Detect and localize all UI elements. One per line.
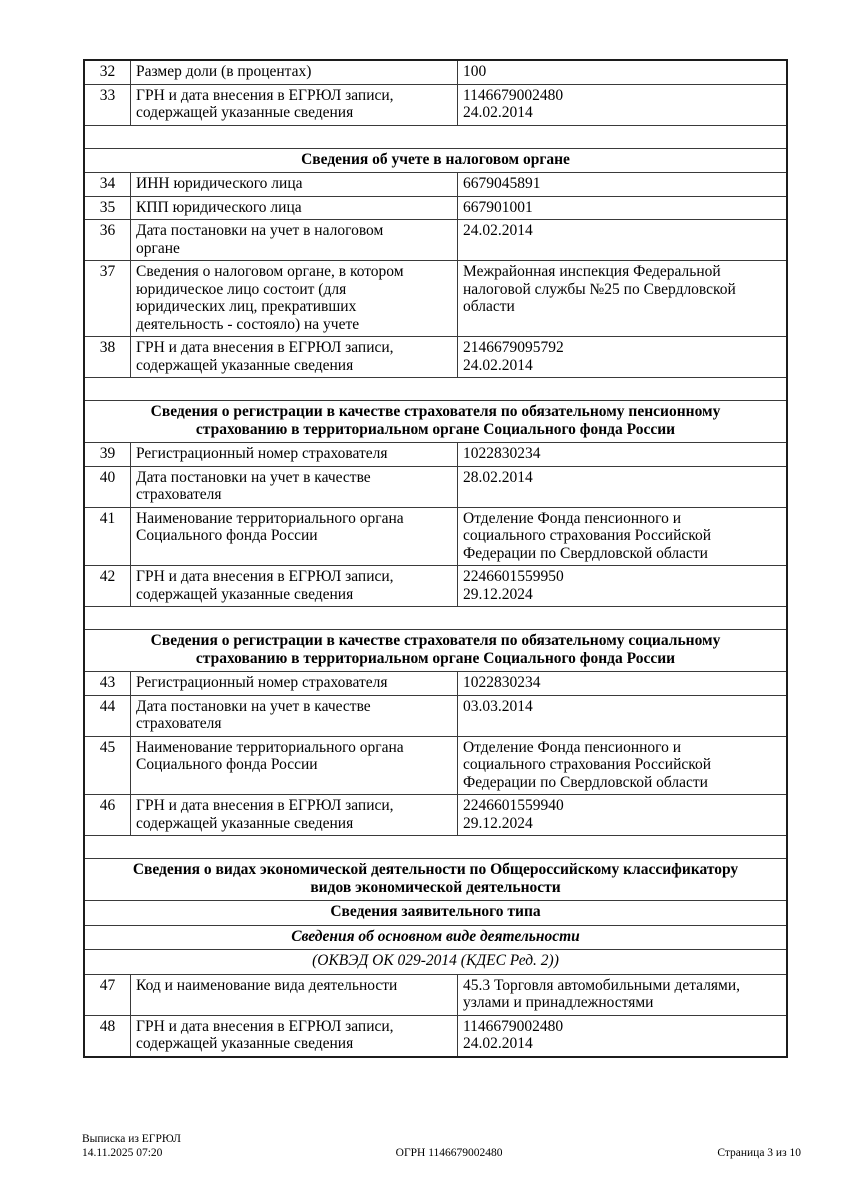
row-label-line: ГРН и дата внесения в ЕГРЮЛ записи, — [136, 1017, 394, 1035]
row-label-line: содержащей указанные сведения — [136, 356, 354, 374]
row-value-line: 1146679002480 — [463, 1017, 564, 1035]
row-number: 42 — [85, 566, 131, 606]
row-value-line: социального страхования Российской — [463, 527, 712, 544]
table-row — [85, 336, 786, 377]
table-row — [85, 442, 786, 466]
row-number: 47 — [85, 975, 131, 1015]
row-label-line: Дата постановки на учет в качестве — [136, 697, 371, 715]
row-number: 48 — [85, 1016, 131, 1056]
row-number: 41 — [85, 508, 131, 566]
row-label-line: юридическое лицо состоит (для — [136, 280, 347, 298]
row-value-line: 24.02.2014 — [463, 356, 533, 374]
row-label-line: страхователя — [136, 486, 222, 503]
row-label-line: Дата постановки на учет в налоговом — [136, 222, 384, 239]
row-label-line: Наименование территориального органа — [136, 509, 404, 527]
row-label-line: ГРН и дата внесения в ЕГРЮЛ записи, — [136, 568, 394, 585]
row-value-line: 45.3 Торговля автомобильными деталями, — [463, 976, 741, 994]
footer-doc-info — [82, 1133, 181, 1160]
row-value-line: 100 — [463, 63, 487, 80]
row-label — [131, 173, 458, 196]
page-footer — [82, 1133, 801, 1160]
row-label-line: Код и наименование вида деятельности — [136, 976, 398, 994]
row-label-line: юридических лиц, прекративших — [136, 298, 357, 315]
egrul-table — [83, 59, 788, 1058]
row-label — [131, 566, 458, 606]
row-label-line: КПП юридического лица — [136, 198, 302, 216]
footer-generated-datetime: 14.11.2025 07:20 — [82, 1146, 163, 1159]
table-row — [85, 219, 786, 260]
row-label — [131, 85, 458, 125]
spacer-row — [85, 606, 786, 629]
row-label-line: содержащей указанные сведения — [136, 1035, 354, 1052]
row-value-line: 1146679002480 — [463, 86, 564, 104]
row-value-line: 24.02.2014 — [463, 1035, 533, 1052]
row-label — [131, 1016, 458, 1056]
section-header-line: (ОКВЭД ОК 029-2014 (КДЕС Ред. 2)) — [312, 952, 559, 969]
section-header — [85, 148, 786, 173]
row-value-line: налоговой службы №25 по Свердловской — [463, 280, 736, 298]
section-header — [85, 925, 786, 950]
row-value — [458, 337, 786, 377]
section-header-line: Сведения об основном виде деятельности — [291, 927, 580, 945]
row-value-line: 2246601559950 — [463, 568, 564, 585]
row-label-line: ГРН и дата внесения в ЕГРЮЛ записи, — [136, 339, 394, 356]
section-header-line: Сведения о регистрации в качестве страхователя по обязательному социальному — [150, 632, 721, 649]
table-row — [85, 260, 786, 336]
table-row — [85, 507, 786, 566]
row-label — [131, 467, 458, 507]
spacer-row — [85, 125, 786, 148]
section-header-line: Сведения об учете в налоговом органе — [301, 150, 570, 168]
section-header-line: страхованию в территориальном органе Социального фонда России — [195, 649, 676, 667]
row-label — [131, 443, 458, 466]
row-label-line: содержащей указанные сведения — [136, 814, 354, 832]
row-label-line: ГРН и дата внесения в ЕГРЮЛ записи, — [136, 797, 394, 814]
row-value — [458, 261, 786, 336]
row-value-line: 2246601559940 — [463, 797, 564, 814]
row-value-line: 29.12.2024 — [463, 814, 533, 832]
row-number: 32 — [85, 61, 131, 84]
row-label — [131, 197, 458, 220]
row-number: 33 — [85, 85, 131, 125]
row-value-line: узлами и принадлежностями — [463, 994, 654, 1011]
footer-ogrn: ОГРН 1146679002480 — [395, 1146, 503, 1159]
row-label-line: содержащей указанные сведения — [136, 585, 354, 603]
row-value-line: 28.02.2014 — [463, 468, 533, 486]
row-value — [458, 566, 786, 606]
section-header — [85, 949, 786, 974]
row-value — [458, 220, 786, 260]
row-label-line: содержащей указанные сведения — [136, 104, 354, 121]
row-value — [458, 467, 786, 507]
row-label-line: Регистрационный номер страхователя — [136, 445, 388, 462]
row-value-line: Отделение Фонда пенсионного и — [463, 738, 682, 756]
section-header — [85, 629, 786, 671]
row-label — [131, 696, 458, 736]
table-row — [85, 84, 786, 125]
section-header-line: Сведения о регистрации в качестве страхователя по обязательному пенсионному — [150, 403, 721, 420]
row-label-line: Размер доли (в процентах) — [136, 63, 312, 80]
row-number: 37 — [85, 261, 131, 336]
row-label — [131, 220, 458, 260]
row-value-line: 29.12.2024 — [463, 585, 533, 603]
row-value-line: Отделение Фонда пенсионного и — [463, 509, 682, 527]
row-number: 38 — [85, 337, 131, 377]
row-label — [131, 795, 458, 835]
section-header-line: Сведения о видах экономической деятельности по Общероссийскому классификатору — [132, 861, 739, 878]
row-value-line: Федерации по Свердловской области — [463, 544, 708, 562]
row-value — [458, 696, 786, 736]
row-number: 40 — [85, 467, 131, 507]
row-value — [458, 795, 786, 835]
table-row — [85, 1015, 786, 1056]
row-value — [458, 975, 786, 1015]
row-label-line: Социального фонда России — [136, 756, 318, 773]
row-value-line: 1022830234 — [463, 445, 541, 462]
row-label-line: Социального фонда России — [136, 527, 318, 544]
row-value — [458, 443, 786, 466]
row-value — [458, 61, 786, 84]
row-value-line: 2146679095792 — [463, 339, 564, 356]
table-row — [85, 466, 786, 507]
row-label — [131, 337, 458, 377]
row-value-line: 24.02.2014 — [463, 222, 533, 239]
row-label-line: Дата постановки на учет в качестве — [136, 468, 371, 486]
table-row — [85, 736, 786, 795]
row-label-line: органе — [136, 239, 180, 257]
row-number: 39 — [85, 443, 131, 466]
row-label-line: ГРН и дата внесения в ЕГРЮЛ записи, — [136, 86, 394, 104]
row-label-line: ИНН юридического лица — [136, 175, 303, 192]
row-number: 34 — [85, 173, 131, 196]
row-value-line: социального страхования Российской — [463, 756, 712, 773]
row-label — [131, 508, 458, 566]
table-row — [85, 671, 786, 695]
row-number: 46 — [85, 795, 131, 835]
row-label — [131, 975, 458, 1015]
row-value — [458, 672, 786, 695]
row-value-line: 03.03.2014 — [463, 697, 533, 715]
section-header — [85, 900, 786, 925]
row-number: 35 — [85, 197, 131, 220]
section-header-line: видов экономической деятельности — [310, 878, 561, 896]
row-label-line: Регистрационный номер страхователя — [136, 674, 388, 691]
row-value-line: области — [463, 298, 515, 315]
row-value — [458, 508, 786, 566]
row-label-line: страхователя — [136, 715, 222, 732]
row-value-line: 1022830234 — [463, 674, 541, 691]
row-value-line: 24.02.2014 — [463, 104, 533, 121]
row-number: 44 — [85, 696, 131, 736]
row-number: 45 — [85, 737, 131, 795]
row-label — [131, 261, 458, 336]
section-header-line: страхованию в территориальном органе Социального фонда России — [195, 420, 676, 438]
section-header — [85, 858, 786, 900]
row-value-line: 6679045891 — [463, 175, 541, 192]
table-row — [85, 61, 786, 84]
row-label-line: деятельность - состояло) на учете — [136, 315, 360, 333]
row-value — [458, 737, 786, 795]
row-value — [458, 1016, 786, 1056]
row-number: 43 — [85, 672, 131, 695]
footer-page-number: Страница 3 из 10 — [717, 1146, 801, 1159]
section-header — [85, 400, 786, 442]
table-row — [85, 695, 786, 736]
row-label — [131, 737, 458, 795]
row-value — [458, 85, 786, 125]
table-row — [85, 565, 786, 606]
row-value — [458, 197, 786, 220]
table-row — [85, 794, 786, 835]
row-value-line: Федерации по Свердловской области — [463, 773, 708, 791]
table-row — [85, 196, 786, 220]
row-value — [458, 173, 786, 196]
table-row — [85, 974, 786, 1015]
row-label — [131, 61, 458, 84]
row-label-line: Сведения о налоговом органе, в котором — [136, 263, 404, 280]
table-row — [85, 172, 786, 196]
spacer-row — [85, 377, 786, 400]
row-label-line: Наименование территориального органа — [136, 738, 404, 756]
row-value-line: Межрайонная инспекция Федеральной — [463, 263, 721, 280]
spacer-row — [85, 835, 786, 858]
row-label — [131, 672, 458, 695]
row-value-line: 667901001 — [463, 198, 533, 216]
row-number: 36 — [85, 220, 131, 260]
footer-doc-name: Выписка из ЕГРЮЛ — [82, 1133, 181, 1145]
section-header-line: Сведения заявительного типа — [330, 903, 541, 920]
